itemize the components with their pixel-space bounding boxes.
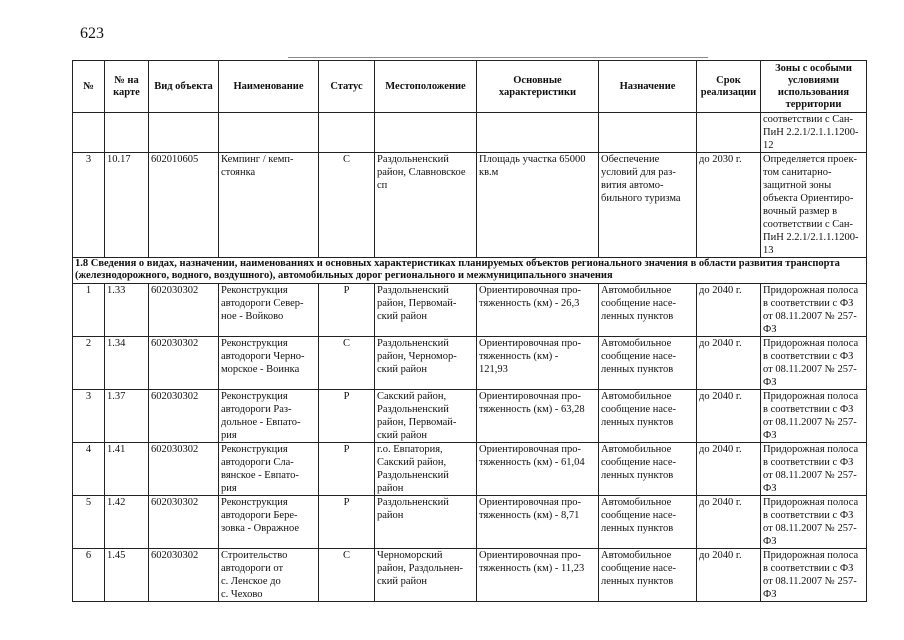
cell-num: 1 (73, 284, 105, 337)
cell-zones-line: вочный размер в (763, 206, 838, 217)
cell-purpose-line: ленных пунктов (601, 470, 674, 481)
cell-num: 6 (73, 549, 105, 602)
section-heading-row (73, 258, 867, 284)
cell-purpose-line: сообщение насе- (601, 298, 676, 309)
cell-map-no: 1.34 (105, 337, 149, 390)
continuation-row (73, 113, 867, 153)
cell-location-line: район, Первомай- (377, 298, 457, 309)
cell-zones-line: объекта Ориентиро- (763, 193, 854, 204)
cell-purpose-line: Автомобильное (601, 285, 672, 296)
cell-zones (761, 496, 867, 549)
cell-characteristics (477, 390, 599, 443)
cell-purpose-line: сообщение насе- (601, 457, 676, 468)
cell-zones-line: от 08.11.2007 № 257- (763, 523, 857, 534)
cell-name (219, 443, 319, 496)
cell-status: С (319, 337, 375, 390)
cell-name (219, 390, 319, 443)
cell-location-line: ский район (377, 364, 428, 375)
cell-purpose (599, 337, 697, 390)
cell-location-line: район, Первомай- (377, 417, 457, 428)
cell-map-no: 1.41 (105, 443, 149, 496)
cell-characteristics (477, 337, 599, 390)
cell-characteristics-line: Ориентировочная про- (479, 391, 581, 402)
cell-term: до 2040 г. (697, 284, 761, 337)
cell-num: 3 (73, 153, 105, 258)
cell-location-line: Раздольненский (377, 470, 449, 481)
cell-characteristics-line: тяженность (км) - 63,28 (479, 404, 585, 415)
cell-name (219, 337, 319, 390)
section-heading-line-1: 1.8 Сведения о видах, назначении, наименованиях и основных характеристиках планируемых объектов регионального значения в области развития транспорта (75, 258, 840, 269)
cell-location-line: район (377, 483, 404, 494)
cell-location-line: Раздольненский (377, 404, 449, 415)
cell-location (375, 496, 477, 549)
cell-zones-line: ФЗ (763, 430, 777, 441)
cell-zones-line: Определяется проек- (763, 154, 858, 165)
cell-zones-line: Придорожная полоса (763, 285, 859, 296)
cell-purpose-line: ленных пунктов (601, 311, 674, 322)
cell-name-line: с. Ленское до (221, 576, 281, 587)
cell-purpose-line: ленных пунктов (601, 576, 674, 587)
cell-characteristics-line: тяженность (км) - 61,04 (479, 457, 585, 468)
cell-location (375, 284, 477, 337)
cell-zones-line: в соответствии с ФЗ (763, 404, 854, 415)
cell-num: 3 (73, 390, 105, 443)
cell-zones-line: от 08.11.2007 № 257- (763, 417, 857, 428)
cell-zones-line: ФЗ (763, 483, 777, 494)
continuation-zone-cell (761, 113, 867, 153)
cell-characteristics-line: Ориентировочная про- (479, 550, 581, 561)
cell-name-line: ное - Войково (221, 311, 284, 322)
cell-term: до 2040 г. (697, 337, 761, 390)
cell-purpose-line: Обеспечение (601, 154, 660, 165)
cell-name-line: автодороги Сла- (221, 457, 294, 468)
top-rule (288, 57, 708, 58)
cell-name-line: Реконструкция (221, 444, 288, 455)
cell-status: С (319, 153, 375, 258)
cell-characteristics-line: Площадь участка 65000 (479, 154, 586, 165)
cell-zones-line: от 08.11.2007 № 257- (763, 576, 857, 587)
cell-characteristics-line: Ориентировочная про- (479, 285, 581, 296)
cell-zones (761, 153, 867, 258)
cell-zones (761, 284, 867, 337)
section-heading-line-2: (железнодорожного, водного, воздушного), автомобильных дорог регионального и межмуниципального значения (75, 270, 613, 281)
header-term: Срок реализации (697, 61, 761, 113)
cell-characteristics (477, 496, 599, 549)
cell-purpose-line: сообщение насе- (601, 404, 676, 415)
cell-characteristics (477, 284, 599, 337)
cell-status: Р (319, 284, 375, 337)
cell-location-line: район, Черномор- (377, 351, 457, 362)
header-purpose: Назначение (599, 61, 697, 113)
cell-num: 5 (73, 496, 105, 549)
cell-purpose-line: сообщение насе- (601, 563, 676, 574)
cell-purpose-line: условий для раз- (601, 167, 676, 178)
table-row (73, 443, 867, 496)
cell-location (375, 337, 477, 390)
header-kind: Вид объекта (149, 61, 219, 113)
cell-term: до 2040 г. (697, 496, 761, 549)
cell-location (375, 443, 477, 496)
cell-zones-line: в соответствии с ФЗ (763, 563, 854, 574)
cell-name-line: автодороги Раз- (221, 404, 292, 415)
cell-num: 2 (73, 337, 105, 390)
cell-zones-line: Придорожная полоса (763, 444, 859, 455)
cell-map-no: 10.17 (105, 153, 149, 258)
cell-kind: 602010605 (149, 153, 219, 258)
cell-location-line: ский район (377, 311, 428, 322)
table-row (73, 284, 867, 337)
cell-kind: 602030302 (149, 390, 219, 443)
page-number: 623 (80, 25, 104, 42)
cell-name-line: автодороги от (221, 563, 284, 574)
cell-location-line: Раздольненский (377, 497, 449, 508)
cell-purpose-line: сообщение насе- (601, 351, 676, 362)
table-row (73, 337, 867, 390)
planning-table (72, 60, 867, 602)
cell-name-line: морское - Воинка (221, 364, 300, 375)
cell-purpose-line: ленных пунктов (601, 364, 674, 375)
cell-name-line: Кемпинг / кемп- (221, 154, 294, 165)
section-heading (73, 258, 867, 284)
cell-name-line: Реконструкция (221, 285, 288, 296)
cell-zones-line: том санитарно- (763, 167, 832, 178)
cell-zones-line: ПиН 2.2.1/2.1.1.1200- (763, 232, 859, 243)
cell-zones-line: Придорожная полоса (763, 391, 859, 402)
cell-purpose (599, 496, 697, 549)
cell-zones (761, 443, 867, 496)
header-status: Статус (319, 61, 375, 113)
cell-location-line: район, Славновское (377, 167, 466, 178)
cell-map-no: 1.45 (105, 549, 149, 602)
cell-zones-line: ФЗ (763, 536, 777, 547)
cell-purpose (599, 443, 697, 496)
cell-purpose-line: Автомобильное (601, 338, 672, 349)
cell-zones-line: от 08.11.2007 № 257- (763, 470, 857, 481)
cell-zones (761, 549, 867, 602)
cell-zones-line: ФЗ (763, 377, 777, 388)
header-row (73, 61, 867, 113)
cell-purpose-line: вития автомо- (601, 180, 664, 191)
cell-zones-line: в соответствии с ФЗ (763, 351, 854, 362)
cell-name (219, 549, 319, 602)
cell-location-line: Сакский район, (377, 457, 447, 468)
cell-purpose-line: бильного туризма (601, 193, 681, 204)
cell-purpose (599, 549, 697, 602)
cell-zones-line: Придорожная полоса (763, 550, 859, 561)
cell-name-line: стоянка (221, 167, 256, 178)
cell-purpose-line: сообщение насе- (601, 510, 676, 521)
cell-location (375, 390, 477, 443)
cell-location-line: Раздольненский (377, 154, 449, 165)
cell-name-line: Реконструкция (221, 391, 288, 402)
cell-location-line: ский район (377, 430, 428, 441)
cell-kind: 602030302 (149, 549, 219, 602)
cell-name (219, 496, 319, 549)
cell-name-line: Реконструкция (221, 497, 288, 508)
cell-purpose-line: Автомобильное (601, 444, 672, 455)
road-rows (73, 284, 867, 602)
cell-characteristics-line: Ориентировочная про- (479, 338, 581, 349)
cell-kind: 602030302 (149, 496, 219, 549)
cell-zones-line: в соответствии с ФЗ (763, 298, 854, 309)
cell-zones-line: от 08.11.2007 № 257- (763, 364, 857, 375)
cell-name-line: дольное - Евпато- (221, 417, 301, 428)
cell-term: до 2040 г. (697, 390, 761, 443)
cell-name-line: зовка - Овражное (221, 523, 300, 534)
cell-purpose-line: Автомобильное (601, 497, 672, 508)
cell-location (375, 153, 477, 258)
camping-row (73, 153, 867, 258)
cell-zones-line: в соответствии с ФЗ (763, 457, 854, 468)
continuation-zone-cell-line: ПиН 2.2.1/2.1.1.1200- (763, 127, 859, 138)
cell-zones-line: в соответствии с ФЗ (763, 510, 854, 521)
cell-zones-line: защитной зоны (763, 180, 832, 191)
cell-name-line: Строительство (221, 550, 288, 561)
cell-zones-line: Придорожная полоса (763, 338, 859, 349)
cell-characteristics (477, 443, 599, 496)
cell-location-line: район (377, 510, 404, 521)
cell-status: Р (319, 390, 375, 443)
cell-name-line: автодороги Черно- (221, 351, 305, 362)
header-name: Наименование (219, 61, 319, 113)
cell-term: до 2040 г. (697, 443, 761, 496)
cell-purpose (599, 390, 697, 443)
cell-name-line: Реконструкция (221, 338, 288, 349)
cell-characteristics-line: тяженность (км) - 8,71 (479, 510, 580, 521)
header-map-no: № на карте (105, 61, 149, 113)
cell-characteristics-line: Ориентировочная про- (479, 497, 581, 508)
cell-characteristics-line: тяженность (км) - 11,23 (479, 563, 585, 574)
cell-zones-line: ФЗ (763, 324, 777, 335)
cell-purpose-line: Автомобильное (601, 550, 672, 561)
cell-zones-line: 13 (763, 245, 774, 256)
cell-status: Р (319, 496, 375, 549)
cell-location (375, 549, 477, 602)
cell-purpose-line: ленных пунктов (601, 523, 674, 534)
cell-zones-line: соответствии с Сан- (763, 219, 854, 230)
header-num: № (73, 61, 105, 113)
cell-term: до 2030 г. (697, 153, 761, 258)
table-row (73, 549, 867, 602)
table-row (73, 496, 867, 549)
continuation-zone-cell-line: соответствии с Сан- (763, 114, 854, 125)
cell-purpose (599, 284, 697, 337)
cell-zones (761, 337, 867, 390)
cell-location-line: Раздольненский (377, 285, 449, 296)
continuation-zone-cell-line: 12 (763, 140, 774, 151)
cell-map-no: 1.42 (105, 496, 149, 549)
cell-name-line: рия (221, 430, 237, 441)
cell-status: Р (319, 443, 375, 496)
cell-purpose-line: Автомобильное (601, 391, 672, 402)
cell-kind: 602030302 (149, 337, 219, 390)
cell-name (219, 284, 319, 337)
cell-characteristics (477, 549, 599, 602)
table-row (73, 390, 867, 443)
cell-location-line: сп (377, 180, 388, 191)
cell-name-line: автодороги Бере- (221, 510, 298, 521)
cell-location-line: г.о. Евпатория, (377, 444, 443, 455)
cell-name-line: рия (221, 483, 237, 494)
cell-characteristics-line: Ориентировочная про- (479, 444, 581, 455)
cell-num: 4 (73, 443, 105, 496)
cell-location-line: ский район (377, 576, 428, 587)
cell-status: С (319, 549, 375, 602)
cell-kind: 602030302 (149, 284, 219, 337)
cell-location-line: район, Раздольнен- (377, 563, 463, 574)
header-zones: Зоны с особыми условиями использования территории (761, 61, 867, 113)
cell-map-no: 1.37 (105, 390, 149, 443)
header-location: Местоположение (375, 61, 477, 113)
cell-characteristics-line: 121,93 (479, 364, 508, 375)
cell-purpose (599, 153, 697, 258)
cell-characteristics (477, 153, 599, 258)
cell-zones-line: от 08.11.2007 № 257- (763, 311, 857, 322)
cell-term: до 2040 г. (697, 549, 761, 602)
cell-characteristics-line: тяженность (км) - 26,3 (479, 298, 580, 309)
cell-name-line: автодороги Север- (221, 298, 304, 309)
cell-map-no: 1.33 (105, 284, 149, 337)
cell-purpose-line: ленных пунктов (601, 417, 674, 428)
cell-name (219, 153, 319, 258)
cell-zones-line: Придорожная полоса (763, 497, 859, 508)
cell-name-line: вянское - Евпато- (221, 470, 299, 481)
cell-characteristics-line: кв.м (479, 167, 499, 178)
cell-location-line: Сакский район, (377, 391, 447, 402)
cell-zones (761, 390, 867, 443)
header-characteristics: Основные характеристики (477, 61, 599, 113)
cell-zones-line: ФЗ (763, 589, 777, 600)
cell-location-line: Черноморский (377, 550, 443, 561)
cell-name-line: с. Чехово (221, 589, 263, 600)
cell-characteristics-line: тяженность (км) - (479, 351, 559, 362)
cell-kind: 602030302 (149, 443, 219, 496)
cell-location-line: Раздольненский (377, 338, 449, 349)
